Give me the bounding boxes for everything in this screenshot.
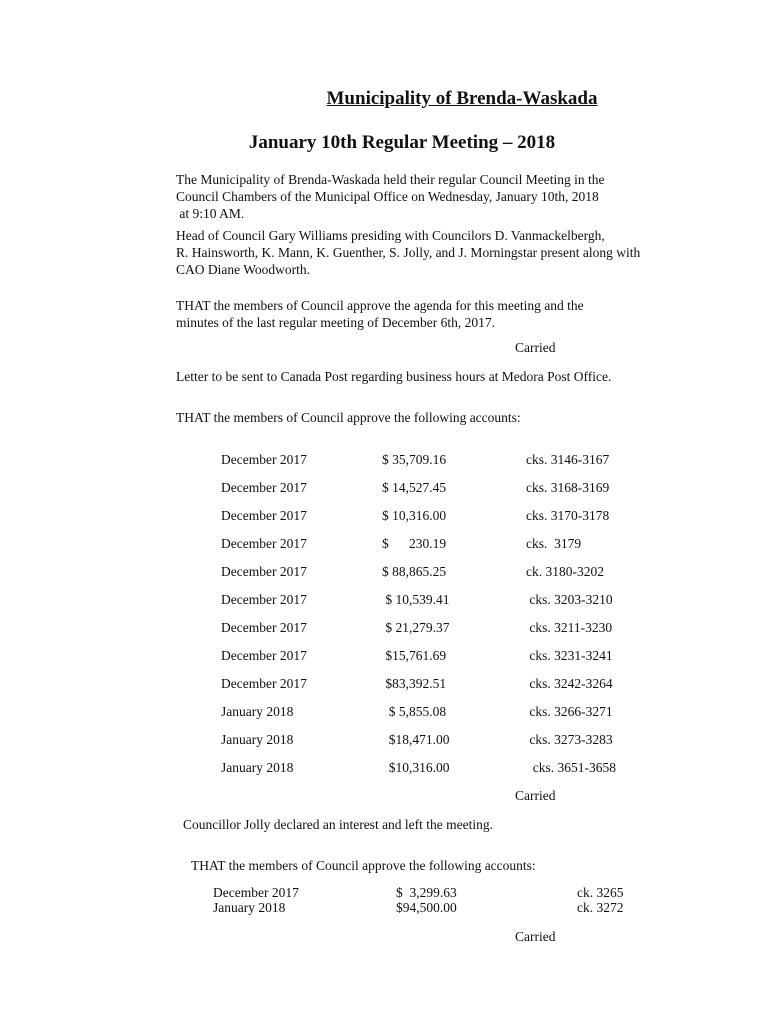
attendance-line: Head of Council Gary Williams presiding with Councilors D. Vanmackelbergh,	[176, 228, 605, 243]
agenda-motion-line: THAT the members of Council approve the agenda for this meeting and the	[176, 298, 584, 313]
account-amount: $ 35,709.16	[382, 452, 447, 467]
carried-label: Carried	[515, 340, 556, 355]
account-amount: $ 10,316.00	[382, 508, 447, 523]
accounts-motion: THAT the members of Council approve the following accounts:	[176, 410, 521, 425]
letter-note: Letter to be sent to Canada Post regarding business hours at Medora Post Office.	[176, 369, 612, 384]
account-amount: $ 3,299.63	[396, 885, 457, 900]
account-period: January 2018	[221, 704, 294, 719]
account-amount: $ 5,855.08	[382, 704, 447, 719]
account-period: December 2017	[221, 592, 307, 607]
account-period: January 2018	[221, 760, 294, 775]
document-title: Municipality of Brenda-Waskada	[326, 88, 598, 109]
account-cheques: ck. 3180-3202	[526, 564, 604, 579]
account-period: December 2017	[221, 676, 307, 691]
meeting-heading: January 10th Regular Meeting – 2018	[248, 132, 556, 153]
account-amount: $ 88,865.25	[382, 564, 447, 579]
account-period: December 2017	[221, 648, 307, 663]
account-cheques: cks. 3211-3230	[526, 620, 613, 635]
account-cheques: cks. 3170-3178	[526, 508, 610, 523]
attendance-line: CAO Diane Woodworth.	[176, 262, 311, 277]
account-period: December 2017	[221, 536, 307, 551]
carried-label: Carried	[515, 788, 556, 803]
carried-label: Carried	[515, 929, 556, 944]
account-amount: $94,500.00	[396, 900, 457, 915]
account-cheques: cks. 3179	[526, 536, 582, 551]
account-cheques: cks. 3168-3169	[526, 480, 610, 495]
account-period: January 2018	[221, 732, 294, 747]
account-amount: $ 21,279.37	[382, 620, 450, 635]
attendance-paragraph	[176, 227, 640, 278]
account-period: December 2017	[221, 480, 307, 495]
intro-line: The Municipality of Brenda-Waskada held their regular Council Meeting in the	[176, 172, 605, 187]
account-period: December 2017	[221, 564, 307, 579]
account-period: December 2017	[221, 620, 307, 635]
account-cheques: cks. 3231-3241	[526, 648, 613, 663]
account-cheques: ck. 3265	[577, 885, 624, 900]
account-period: January 2018	[213, 900, 286, 915]
account-amount: $ 230.19	[382, 536, 447, 551]
jolly-interest-note: Councillor Jolly declared an interest and left the meeting.	[183, 817, 494, 832]
account-amount: $18,471.00	[382, 732, 450, 747]
agenda-motion	[176, 297, 584, 331]
account-amount: $ 14,527.45	[382, 480, 447, 495]
account-cheques: cks. 3273-3283	[526, 732, 613, 747]
account-cheques: cks. 3146-3167	[526, 452, 610, 467]
attendance-line: R. Hainsworth, K. Mann, K. Guenther, S. Jolly, and J. Morningstar present along with	[176, 245, 641, 260]
account-period: December 2017	[221, 452, 307, 467]
intro-paragraph	[176, 171, 605, 222]
account-cheques: ck. 3272	[577, 900, 624, 915]
account-amount: $15,761.69	[382, 648, 447, 663]
account-period: December 2017	[221, 508, 307, 523]
account-cheques: cks. 3203-3210	[526, 592, 613, 607]
intro-line: Council Chambers of the Municipal Office on Wednesday, January 10th, 2018	[176, 189, 599, 204]
account-amount: $83,392.51	[382, 676, 447, 691]
account-cheques: cks. 3242-3264	[526, 676, 613, 691]
account-period: December 2017	[213, 885, 299, 900]
account-cheques: cks. 3266-3271	[526, 704, 613, 719]
account-amount: $ 10,539.41	[382, 592, 450, 607]
accounts-motion-2: THAT the members of Council approve the following accounts:	[191, 858, 536, 873]
intro-line: at 9:10 AM.	[176, 206, 245, 221]
agenda-motion-line: minutes of the last regular meeting of December 6th, 2017.	[176, 315, 496, 330]
account-amount: $10,316.00	[382, 760, 450, 775]
account-cheques: cks. 3651-3658	[526, 760, 616, 775]
